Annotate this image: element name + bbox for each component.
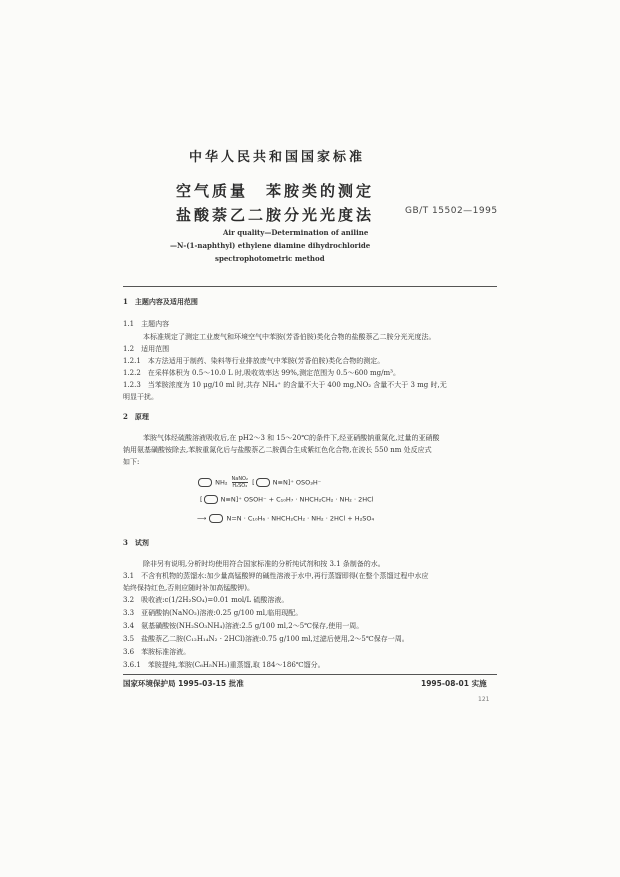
footer-rule [123,674,497,675]
implementation-date: 1995-08-01 实施 [421,679,487,688]
benzene-ring-icon [209,514,223,523]
benzene-ring-icon [256,478,270,487]
standard-type: 中华人民共和国国家标准 [189,150,366,165]
page-number: 121 [478,696,490,703]
reaction-arrow-icon: ⟶ [197,514,207,523]
section-1-1-text: 本标准规定了测定工业废气和环境空气中苯胺(芳香伯胺)类化合物的盐酸萘乙二胺分光光度法。 [143,333,436,341]
equation-2: [ N≡N]⁺ OSOH⁻ + C₁₀H₇ · NHCH₂CH₂ · NH₂ · 2HCl [200,495,374,504]
section-3-5: 3.5 盐酸萘乙二胺(C₁₂H₁₄N₂ · 2HCl)溶液:0.75 g/100 ml,过滤后使用,2～5℃保存一周。 [123,635,409,643]
section-2-heading: 2 原理 [123,412,149,421]
section-3-4: 3.4 氨基磺酸铵(NH₂SO₃NH₄)溶液:2.5 g/100 ml,2～5℃保存,使用一周。 [123,622,364,630]
section-3-1: 3.1 不含有机物的蒸馏水:加少量高锰酸钾的碱性溶液于水中,再行蒸馏即得(在整个蒸馏过程中水应 [123,572,429,580]
header-rule [123,286,497,287]
equation-1: NH₂ NaNO₂ H₂SO₄ [ N≡N]⁺ OSO₃H⁻ [197,476,321,489]
equation-1-reactant: NH₂ [215,478,228,487]
section-3-heading: 3 试剂 [123,538,149,547]
equation-1-reagent: NaNO₂ [231,476,248,482]
equation-2-text: N≡N]⁺ OSOH⁻ + C₁₀H₇ · NHCH₂CH₂ · NH₂ · 2HCl [220,495,374,504]
benzene-ring-icon [198,478,212,487]
title-line-1: 空气质量 苯胺类的测定 [176,182,375,200]
english-title-line-2: —N-(1-naphthyl) ethylene diamine dihydrochloride [170,241,371,250]
section-1-1-heading: 1.1 主题内容 [123,320,170,328]
equation-1-conditions [232,476,248,489]
section-1-2-2: 1.2.2 在采样体积为 0.5～10.0 L 时,吸收效率达 99%,测定范围为 0.5～600 mg/m³。 [123,369,400,377]
section-3-1-cont: 始终保持红色,否则应随时补加高锰酸钾)。 [123,584,254,592]
section-3-intro: 除非另有说明,分析时均使用符合国家标准的分析纯试剂和按 3.1 条制备的水。 [143,560,385,568]
section-2-text-b: 钠用氨基磺酸铵除去,苯胺重氮化后与盐酸萘乙二胺偶合生成紫红色化合物,在波长 550 nm 处反应式 [123,446,432,454]
section-3-6-1: 3.6.1 苯胺提纯,苯胺(C₆H₅NH₂)重蒸馏,取 184～186℃馏分。 [123,661,325,669]
section-3-3: 3.3 亚硝酸钠(NaNO₂)溶液:0.25 g/100 ml,临用现配。 [123,609,303,617]
section-3-2: 3.2 吸收液:c(1/2H₂SO₄)=0.01 mol/L 硫酸溶液。 [123,596,289,604]
section-1-2-3: 1.2.3 当苯胺浓度为 10 μg/10 ml 时,共存 NH₄⁺ 的含量不大于 400 mg,NO₂ 含量不大于 3 mg 时,无 [123,381,447,389]
section-1-2-heading: 1.2 适用范围 [123,345,170,353]
section-2-text-a: 苯胺气体经硫酸溶液吸收后,在 pH2～3 和 15～20℃的条件下,经亚硝酸钠重氮化,过量的亚硝酸 [143,434,440,442]
equation-3 [197,514,374,523]
equation-3-text: N=N · C₁₀H₆ · NHCH₂CH₂ · NH₂ · 2HCl + H₂SO₄ [226,514,375,523]
english-title-line-3: spectrophotometric method [215,254,325,263]
standard-code: GB/T 15502—1995 [405,206,498,216]
benzene-ring-icon [204,495,218,504]
section-3-6: 3.6 苯胺标准溶液。 [123,648,191,656]
section-1-heading: 1 主题内容及适用范围 [123,297,198,306]
english-title-line-1: Air quality—Determination of aniline [223,228,369,237]
section-2-text-c: 如下: [123,458,140,466]
section-1-2-1: 1.2.1 本方法适用于制药、染料等行业排放废气中苯胺(芳香伯胺)类化合物的测定。 [123,357,385,365]
title-line-2: 盐酸萘乙二胺分光光度法 [176,206,375,224]
equation-1-product: N≡N]⁺ OSO₃H⁻ [272,478,322,487]
equation-1-medium: H₂SO₄ [232,483,248,489]
section-1-2-3-cont: 明显干扰。 [123,393,158,401]
approval-line: 国家环境保护局 1995-03-15 批准 [123,679,244,688]
